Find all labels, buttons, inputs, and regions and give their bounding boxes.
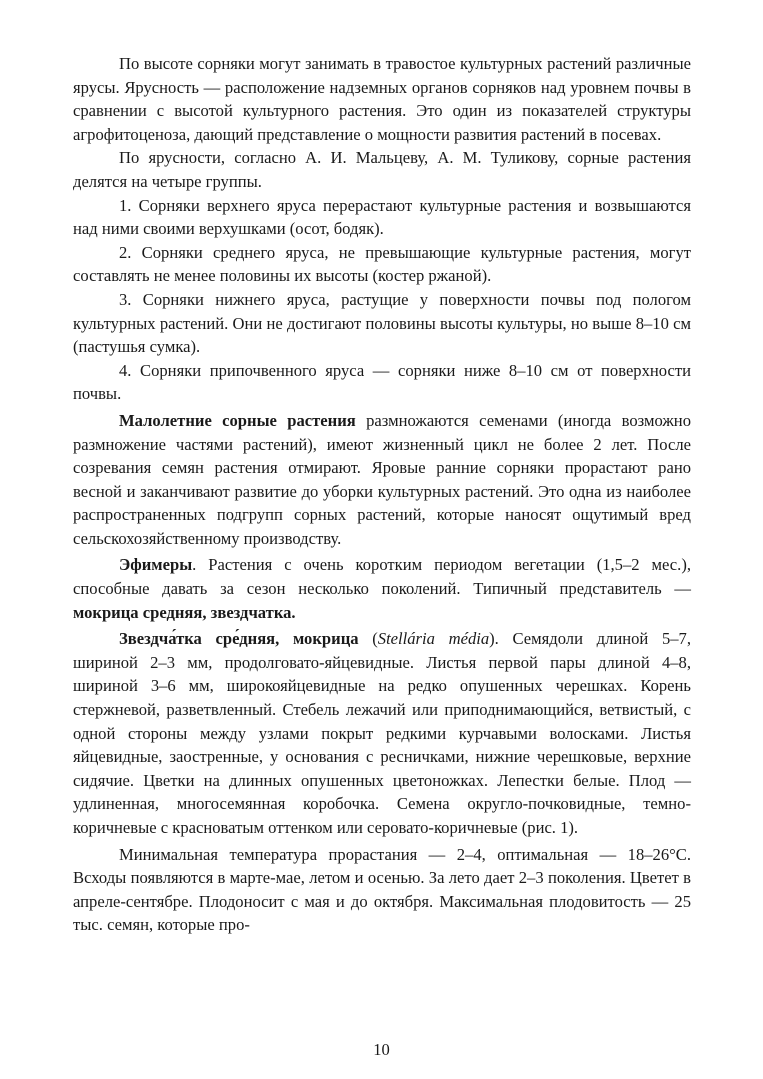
list-item-middle-tier: 2. Сорняки среднего яруса, не превышающие культурные растения, могут составлять не менее половины их высоты (костер ржаной). [73, 242, 691, 286]
latin-name: Stellária média [377, 629, 490, 649]
term-chickweed: мокрица средняя, звездчатка. [73, 602, 296, 622]
list-item-lower-tier: 3. Сорняки нижнего яруса, растущие у поверхности почвы под пологом культурных растений. Они не достигают половины высоты культуры, но выше 8–10 см (пастушья сумка). [73, 289, 691, 357]
paragraph-tiers-intro: По высоте сорняки могут занимать в травостое культурных растений различные ярусы. Ярусность — расположение надземных органов сорняков над уровнем почвы в сравнении с высотой культурного растения. Это один из показателей структуры агрофитоценоза, дающий представление о мощности развития растений в посевах. [73, 54, 691, 144]
paragraph-tiers-groups: По ярусности, согласно А. И. Мальцеву, А. М. Туликову, сорные растения делятся на четыре группы. [73, 148, 691, 191]
chickweed-description: ). Семядоли длиной 5–7, шириной 2–3 мм, продолговато-яйцевидные. Листья первой пары длиной 4–8, шириной 3–6 мм, широкояйцевидные на редко опушенных черешках. Корень стержневой, разветвленный. Стебель лежачий или приподнимающийся, ветвистый, с одной стороны между узлами покрыт редкими курчавыми волосками. Листья яйцевидные, заостренные, у основания с ресничками, нижние черешковые, верхние сидячие. Цветки на длинных опушенных цветоножках. Лепестки белые. Плод — удлиненная, многосемянная коробочка. Семена округло-почковидные, темно-коричневые с красноватым оттенком или серовато-коричневые (рис. 1). [73, 629, 691, 837]
list-item-upper-tier: 1. Сорняки верхнего яруса перерастают культурные растения и возвышаются над ними своими верхушками (осот, бодяк). [73, 195, 691, 239]
term-ephemers: Эфимеры [119, 555, 193, 575]
paragraph-germination: Минимальная температура прорастания — 2–4, оптимальная — 18–26°С. Всходы появляются в марте-мае, летом и осенью. За лето дает 2–3 поколения. Цветет в апреле-сентябре. Плодоносит с мая и до октября. Максимальная плодовитость — 25 тыс. семян, которые про- [73, 844, 691, 935]
ephemers-text: . Растения с очень коротким периодом вегетации (1,5–2 мес.), способные давать за сезон несколько поколений. Типичный представитель — [73, 555, 691, 599]
paren-open: ( [358, 629, 378, 649]
page-body [73, 52, 691, 937]
page-number: 10 [373, 1040, 390, 1059]
paragraph-chickweed [73, 627, 691, 839]
list-item-ground-tier: 4. Сорняки припочвенного яруса — сорняки ниже 8–10 см от поверхности почвы. [73, 360, 691, 404]
term-annual-weeds: Малолетние сорные растения [119, 410, 356, 430]
paragraph-ephemers [73, 553, 691, 624]
paragraph-annual-weeds [73, 409, 691, 551]
annual-weeds-text: размножаются семенами (иногда возможно размножение частями растений), имеют жизненный цикл не более 2 лет. После созревания семян растения отмирают. Яровые ранние сорняки прорастают рано весной и заканчивают развитие до уборки культурных растений. Это одна из наиболее распространенных подгрупп сорных растений, которые наносят ощутимый вред сельскохозяйственному производству. [73, 410, 691, 548]
term-stellaria: Звездча́тка сре́дняя, мокрица [119, 629, 359, 649]
